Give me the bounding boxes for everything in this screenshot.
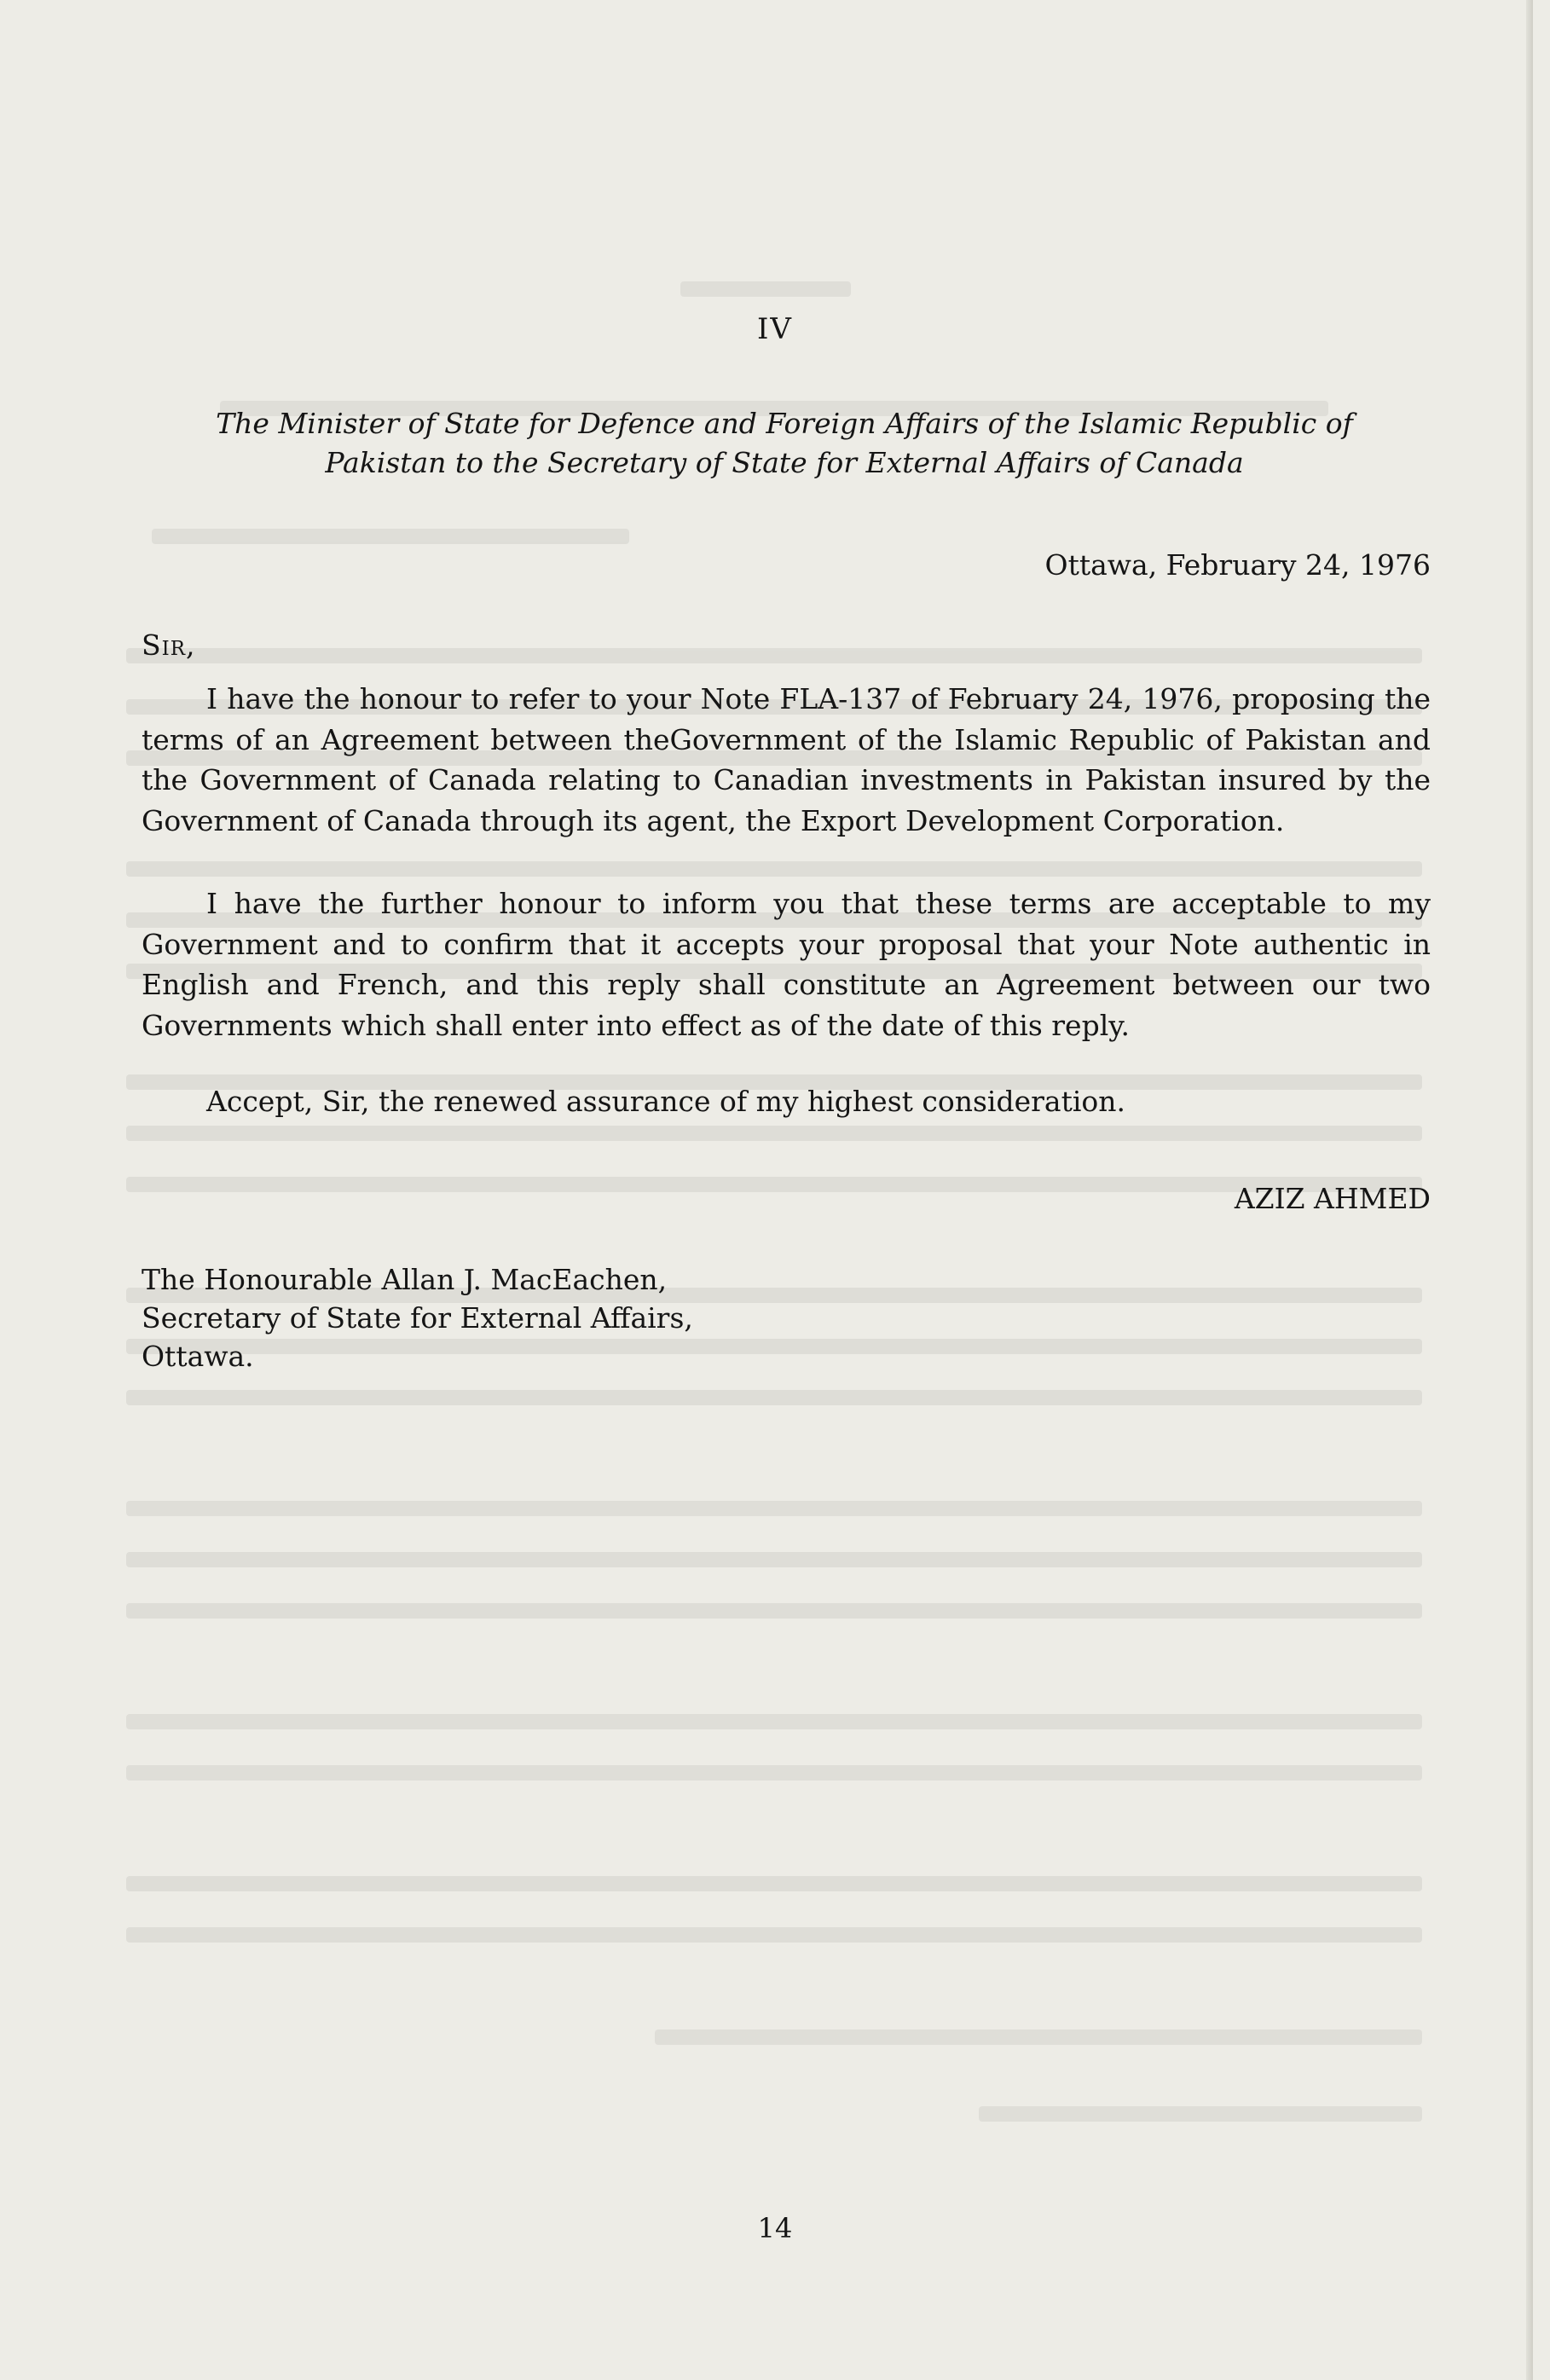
section-number: IV (757, 312, 793, 346)
addressee-line-3: Ottawa. (142, 1340, 254, 1373)
place-date-line: Ottawa, February 24, 1976 (1044, 548, 1431, 582)
page-number: 14 (757, 2212, 793, 2244)
addressee-line-1: The Honourable Allan J. MacEachen, (142, 1263, 668, 1296)
body-paragraph-1: I have the honour to refer to your Note FLA-137 of February 24, 1976, proposing the terms of an Agreement between theGovernment of the Islamic Republic of Pakistan and the Government of Canada relating to Canadian investments in Pakistan insured by the Government of Canada through its agent, the Export Development Corporation. (142, 682, 1431, 837)
closing-paragraph: Accept, Sir, the renewed assurance of my highest consideration. (206, 1085, 1126, 1118)
salutation (142, 628, 196, 662)
body-paragraph-2: I have the further honour to inform you that these terms are acceptable to my Government and to confirm that it accepts your proposal that your Note authentic in English and French, and this reply shall constitute an Agreement between our two Governments which shall enter into effect as of the date of this reply. (142, 887, 1431, 1042)
signature-name: AZIZ AHMED (1234, 1182, 1431, 1215)
letter-heading: The Minister of State for Defence and Foreign Affairs of the Islamic Republic of Pakistan to the Secretary of State for External Affairs of Canada (216, 407, 1353, 479)
salutation-text: Sir, (142, 628, 196, 662)
addressee-line-2: Secretary of State for External Affairs, (142, 1301, 693, 1335)
addressee-block (142, 1260, 693, 1375)
